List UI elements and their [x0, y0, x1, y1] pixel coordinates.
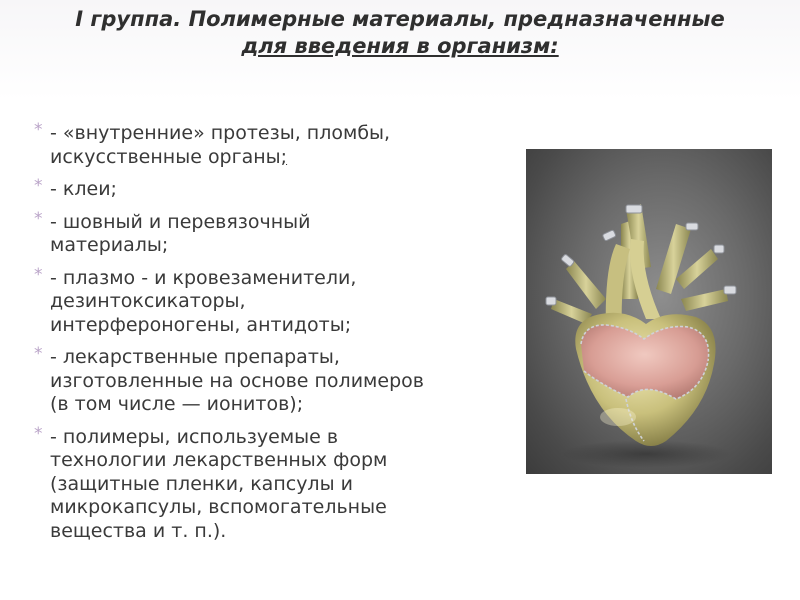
bullet-5-line-1: - лекарственные препараты,	[50, 346, 340, 368]
bullet-4-line-2: дезинтоксикаторы,	[50, 290, 246, 312]
list-item	[34, 208, 514, 258]
bullet-6-line-5: вещества и т. п.).	[50, 519, 227, 542]
artificial-heart-photo	[526, 149, 772, 474]
bullet-5-line-2: изготовленные на основе полимеров	[50, 369, 424, 392]
bullet-1-line-1: - «внутренние» протезы, пломбы,	[50, 122, 391, 144]
bullet-6-line-4: микрокапсулы, вспомогательные	[50, 496, 387, 518]
bullet-2-line-1: - клеи;	[50, 178, 117, 200]
artificial-heart-illustration	[526, 149, 772, 474]
vessel-tubes	[551, 204, 728, 334]
list-item	[34, 423, 514, 544]
bullet-1-line-2: искусственные органы	[50, 145, 281, 168]
bullet-asterisk-icon: *	[34, 176, 43, 196]
bullet-asterisk-icon: *	[34, 208, 43, 229]
bullet-1-suffix: ;	[280, 145, 288, 168]
slide-title-line-2: для введения в организм:	[241, 34, 559, 58]
bullet-4-line-3: интерфероногены, антидоты;	[50, 313, 352, 336]
list-item	[34, 178, 514, 202]
bullet-list	[34, 122, 514, 552]
bullet-asterisk-icon: *	[34, 423, 43, 444]
list-item	[34, 122, 514, 169]
list-item	[34, 346, 514, 417]
highlight-shape	[600, 408, 636, 426]
bullet-5-line-3: (в том числе — ионитов);	[50, 393, 304, 415]
bullet-4-line-1: - плазмо - и кровезаменители,	[50, 266, 357, 289]
bullet-6-line-3: (защитные пленки, капсулы и	[50, 472, 353, 495]
bullet-asterisk-icon: *	[34, 344, 43, 364]
bullet-asterisk-icon: *	[34, 120, 43, 140]
bullet-6-line-2: технологии лекарственных форм	[50, 449, 388, 471]
bullet-3-line-2: материалы;	[50, 234, 169, 256]
slide-title-line-1: I группа. Полимерные материалы, предназначенные	[75, 7, 725, 31]
list-item	[34, 264, 514, 338]
bullet-3-line-1: - шовный и перевязочный	[50, 210, 311, 233]
bullet-6-line-1: - полимеры, используемые в	[50, 425, 339, 448]
slide-title	[30, 6, 770, 60]
bullet-asterisk-icon: *	[34, 264, 43, 285]
